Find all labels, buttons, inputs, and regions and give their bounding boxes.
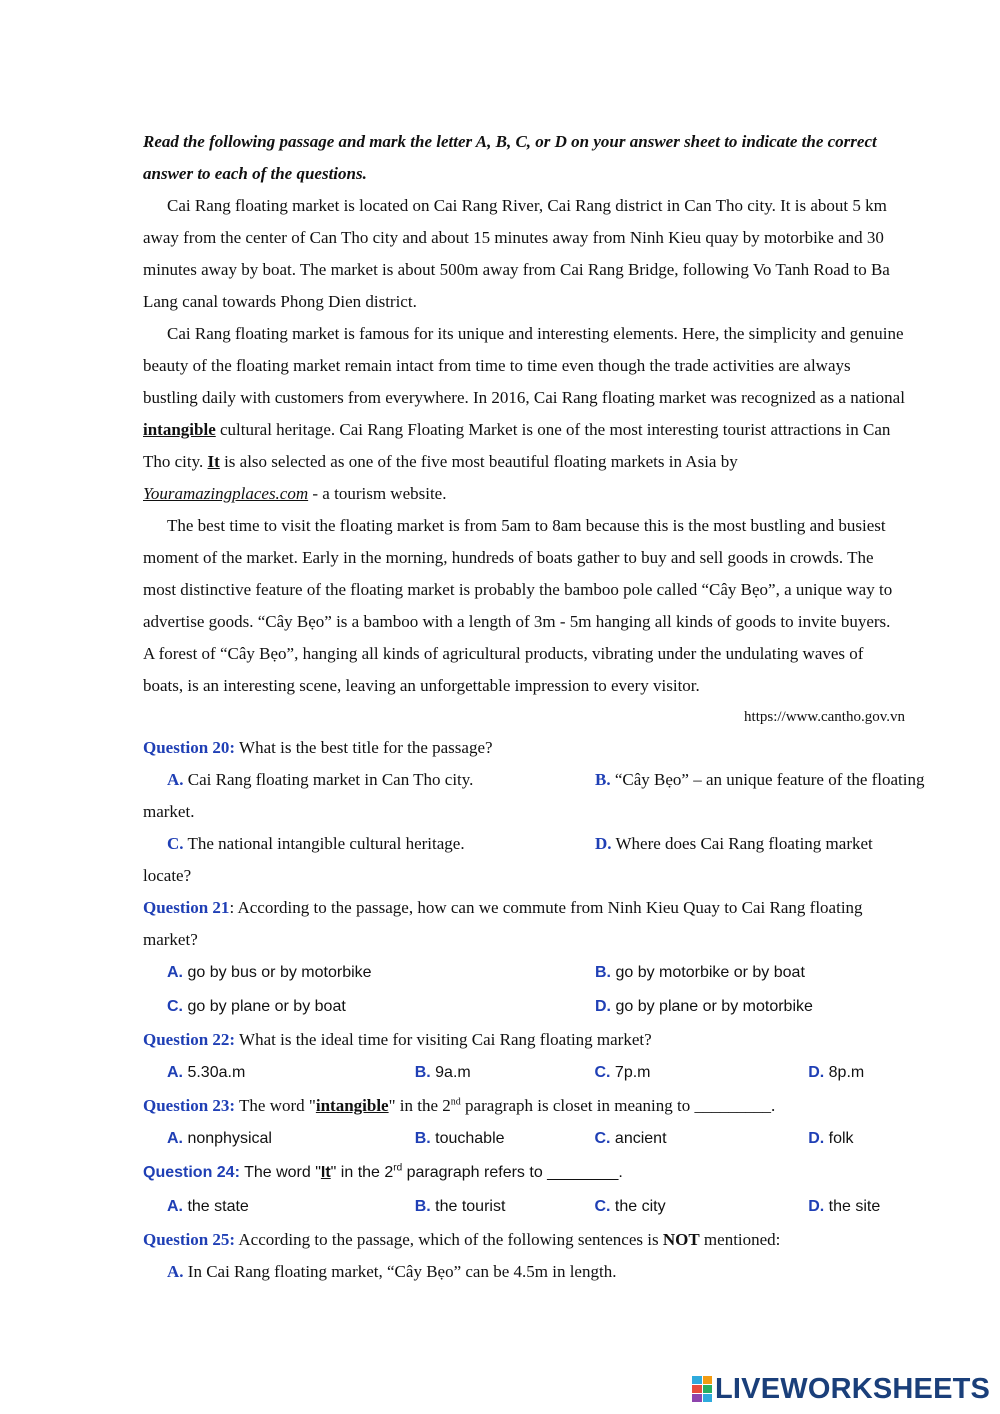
q22-options xyxy=(143,1056,968,1090)
p2-text-b: cultural heritage. Cai Rang Floating Market is one of the most interesting tourist attractions in Can Tho city. xyxy=(143,420,891,471)
q24-option-a[interactable]: A. the state xyxy=(167,1198,249,1215)
q20-option-b-wrap: market. xyxy=(143,802,195,821)
q21-options-row-2 xyxy=(143,990,968,1024)
q23-option-d[interactable]: D. folk xyxy=(808,1130,854,1147)
question-label: Question 21 xyxy=(143,898,230,917)
word-intangible: intangible xyxy=(143,420,216,439)
q23-option-a[interactable]: A. nonphysical xyxy=(167,1130,272,1147)
question-label: Question 22: xyxy=(143,1030,236,1049)
word-it: It xyxy=(320,1164,331,1181)
website-link[interactable]: Youramazingplaces.com xyxy=(143,484,309,503)
q20-options-row-2 xyxy=(143,828,968,860)
q24-option-b[interactable]: B. the tourist xyxy=(414,1198,506,1215)
q25-option-a[interactable]: A. In Cai Rang floating market, “Cây Bẹo” can be 4.5m in length. xyxy=(167,1262,617,1281)
p2-text-c: is also selected as one of the five most beautiful floating markets in Asia by xyxy=(224,452,738,471)
q21-options-row-1 xyxy=(143,956,968,990)
q20-option-a[interactable]: A. Cai Rang floating market in Can Tho city. xyxy=(167,770,474,789)
question-text: What is the ideal time for visiting Cai Rang floating market? xyxy=(239,1030,652,1049)
q24-option-c[interactable]: C. the city xyxy=(594,1198,666,1215)
word-intangible: intangible xyxy=(315,1096,389,1115)
p2-text-d: - a tourism website. xyxy=(312,484,447,503)
q23-options xyxy=(143,1122,968,1156)
word-it: It xyxy=(207,452,220,471)
q23-option-b[interactable]: B. touchable xyxy=(414,1130,505,1147)
liveworksheets-logo xyxy=(692,1372,990,1406)
liveworksheets-logo-icon xyxy=(692,1376,712,1402)
question-20 xyxy=(143,732,968,764)
passage-paragraph-3: The best time to visit the floating market is from 5am to 8am because this is the most bustling and busiest moment of the market. Early in the morning, hundreds of boats gather to buy and sell goods in crowds. The most distinctive feature of the floating market is probably the bamboo pole called “Cây Bẹo”, a unique way to advertise goods. “Cây Bẹo” is a bamboo with a length of 3m - 5m hanging all kinds of goods to invite buyers. A forest of “Cây Bẹo”, hanging all kinds of agricultural products, vibrating under the undulating waves of boats, is an interesting scene, leaving an unforgettable impression to every visitor. xyxy=(143,516,893,695)
passage-paragraph-2 xyxy=(143,318,905,510)
question-label: Question 23: xyxy=(143,1096,236,1115)
q22-option-c[interactable]: C. 7p.m xyxy=(594,1064,651,1081)
question-22 xyxy=(143,1024,968,1056)
instructions: Read the following passage and mark the letter A, B, C, or D on your answer sheet to indicate the correct answer to each of the questions. xyxy=(143,132,877,183)
passage-paragraph-1: Cai Rang floating market is located on Cai Rang River, Cai Rang district in Can Tho city. It is about 5 km away from the center of Can Tho city and about 15 minutes away from Ninh Kieu quay by motorbike and 30 minutes away by boat. The market is about 500m away from Cai Rang Bridge, following Vo Tanh Road to Ba Lang canal towards Phong Dien district. xyxy=(143,196,890,311)
q22-option-a[interactable]: A. 5.30a.m xyxy=(167,1064,246,1081)
question-25: Question 25: According to the passage, which of the following sentences is NOT mentioned: xyxy=(143,1230,781,1249)
question-23: Question 23: The word "intangible" in the 2nd paragraph is closet in meaning to _________. xyxy=(143,1096,776,1115)
q22-option-d[interactable]: D. 8p.m xyxy=(808,1064,865,1081)
q21-option-c[interactable]: C. go by plane or by boat xyxy=(167,998,346,1015)
q21-option-b[interactable]: B. go by motorbike or by boat xyxy=(595,964,805,981)
q20-option-b[interactable]: B. “Cây Bẹo” – an unique feature of the floating xyxy=(595,770,925,789)
q21-option-a[interactable]: A. go by bus or by motorbike xyxy=(167,964,372,981)
logo-text: LIVEWORKSHEETS xyxy=(715,1372,991,1405)
q23-option-c[interactable]: C. ancient xyxy=(594,1130,667,1147)
q24-option-d[interactable]: D. the site xyxy=(808,1198,881,1215)
q25-options xyxy=(143,1256,968,1288)
q20-options-row-1 xyxy=(143,764,968,796)
q20-option-d-wrap: locate? xyxy=(143,866,192,885)
question-text: : According to the passage, how can we commute from Ninh Kieu Quay to Cai Rang floating market? xyxy=(143,898,863,949)
question-text: What is the best title for the passage? xyxy=(239,738,493,757)
question-24: Question 24: The word "It" in the 2rd paragraph refers to ________. xyxy=(143,1162,623,1181)
not-emphasis: NOT xyxy=(662,1230,700,1249)
p2-text-a: Cai Rang floating market is famous for its unique and interesting elements. Here, the simplicity and genuine beauty of the floating market remain intact from time to time even though the trade activities are always bustling daily with customers from everywhere. In 2016, Cai Rang floating market was recognized as a national xyxy=(143,324,905,407)
question-label: Question 24: xyxy=(143,1164,240,1181)
question-21 xyxy=(143,892,905,956)
q20-option-d[interactable]: D. Where does Cai Rang floating market xyxy=(595,834,873,853)
question-label: Question 20: xyxy=(143,738,236,757)
worksheet-page xyxy=(143,126,968,1288)
q22-option-b[interactable]: B. 9a.m xyxy=(414,1064,471,1081)
q24-options xyxy=(143,1190,968,1224)
question-label: Question 25: xyxy=(143,1230,236,1249)
q20-option-c[interactable]: C. The national intangible cultural heritage. xyxy=(167,834,465,853)
source-url: https://www.cantho.gov.vn xyxy=(744,709,905,725)
q21-option-d[interactable]: D. go by plane or by motorbike xyxy=(595,998,813,1015)
